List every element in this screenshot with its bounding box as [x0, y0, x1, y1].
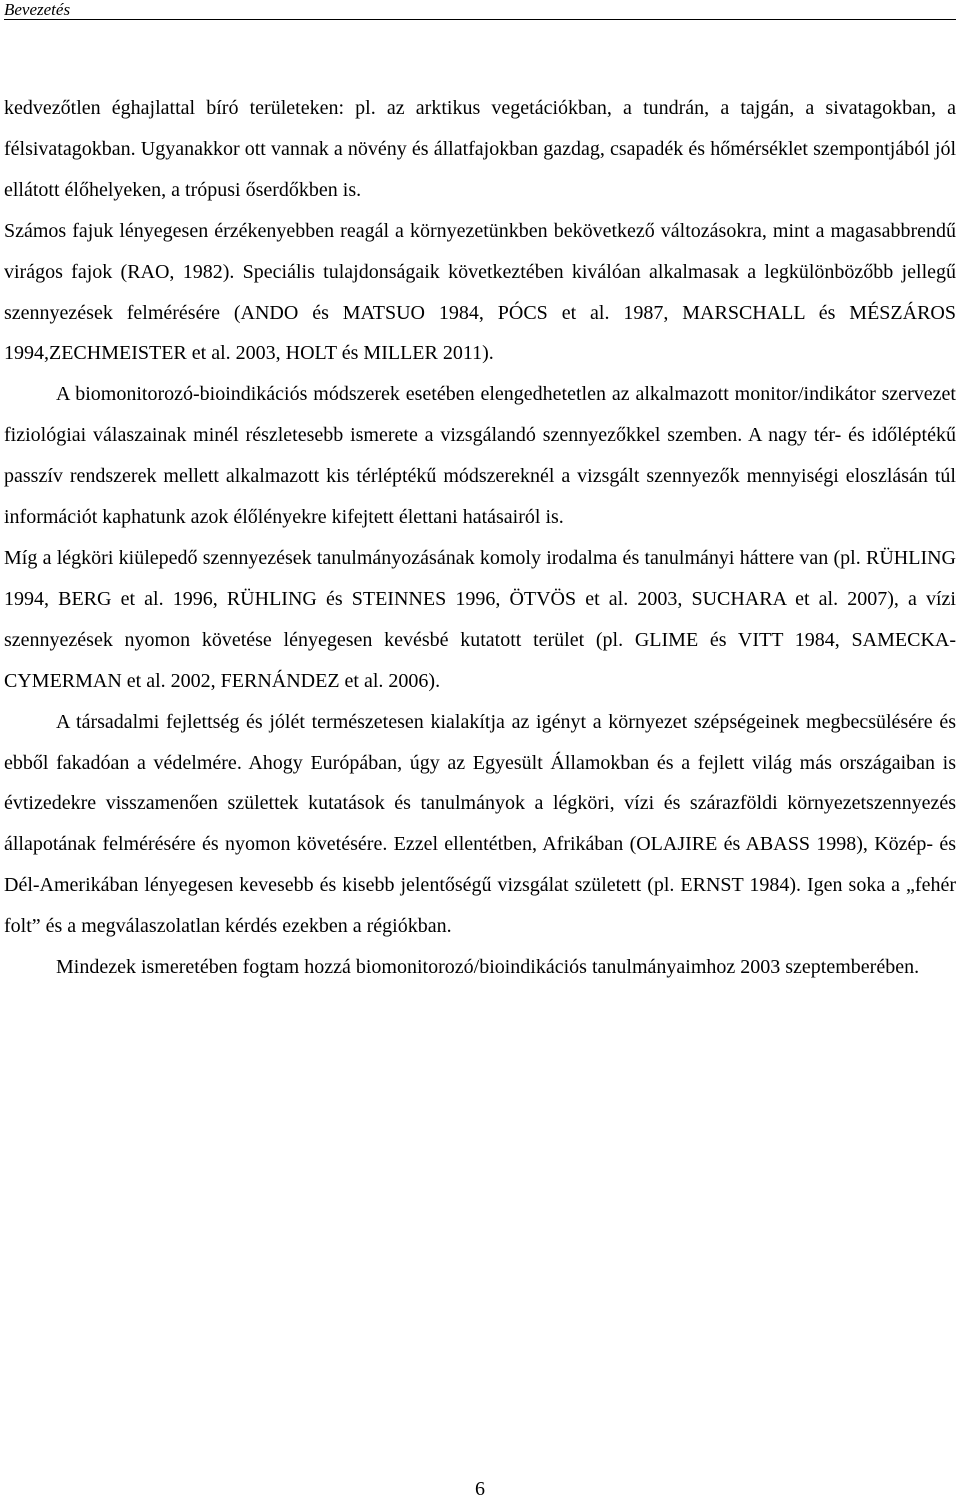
paragraph-arctic-habitats: kedvezőtlen éghajlattal bíró területeken: pl. az arktikus vegetációkban, a tundrán, a tajgán, a sivatagokban, a félsivatagokban. Ugyanakkor ott vannak a növény és állatfajokban gazdag, csapadék és hőmérséklet szempontjából jól ellátott élőhelyeken, a trópusi őserdőkben is.: [4, 97, 956, 201]
paragraph-closing: Mindezek ismeretében fogtam hozzá biomonitorozó/bioindikációs tanulmányaimhoz 2003 szeptemberében.: [56, 956, 920, 979]
paragraph-sensitivity: Számos fajuk lényegesen érzékenyebben reagál a környezetünkben bekövetkező változásokra, mint a magasabbrendű virágos fajok (RAO, 1982). Speciális tulajdonságaik következtében kiválóan alkalmasak a legkülönbözőbb jellegű szennyezések felmérésére (ANDO és MATSUO 1984, PÓCS et al. 1987, MARSCHALL és MÉSZÁROS 1994,ZECHMEISTER et al. 2003, HOLT és MILLER 2011).: [4, 219, 956, 365]
running-header-section-title: Bevezetés: [4, 0, 956, 20]
body-text: [4, 88, 956, 988]
paragraph-biomonitoring-methods: A biomonitorozó-bioindikációs módszerek esetében elengedhetetlen az alkalmazott monitor/indikátor szervezet fiziológiai válaszainak minél részletesebb ismerete a vizsgálandó szennyezőkkel szemben. A nagy tér- és időléptékű passzív rendszerek mellett alkalmazott kis térléptékű módszereknél a vizsgált szennyezők mennyiségi eloszlásán túl információt kaphatunk azok élőlényekre kifejtett élettani hatásairól is.: [4, 383, 956, 529]
page-number: 6: [475, 1478, 485, 1500]
paragraph-atmospheric-deposition: Míg a légköri kiülepedő szennyezések tanulmányozásának komoly irodalma és tanulmányi háttere van (pl. RÜHLING 1994, BERG et al. 1996, RÜHLING és STEINNES 1996, ÖTVÖS et al. 2003, SUCHARA et al. 2007), a vízi szennyezések nyomon követése lényegesen kevésbé kutatott terület (pl. GLIME és VITT 1984, SAMECKA-CYMERMAN et al. 2002, FERNÁNDEZ et al. 2006).: [4, 546, 956, 692]
paragraph-social-development: A társadalmi fejlettség és jólét természetesen kialakítja az igényt a környezet szépségeinek megbecsülésére és ebből fakadóan a védelmére. Ahogy Európában, úgy az Egyesült Államokban és a fejlett világ más országaiban is évtizedekre visszamenően születtek kutatások és tanulmányok a légköri, vízi és szárazföldi környezetszennyezés állapotának felmérésére és nyomon követésére. Ezzel ellentétben, Afrikában (OLAJIRE és ABASS 1998), Közép- és Dél-Amerikában lényegesen kevesebb és kisebb jelentőségű vizsgálat született (pl. ERNST 1984). Igen soka a „fehér folt” és a megválaszolatlan kérdés ezekben a régiókban.: [4, 710, 956, 938]
